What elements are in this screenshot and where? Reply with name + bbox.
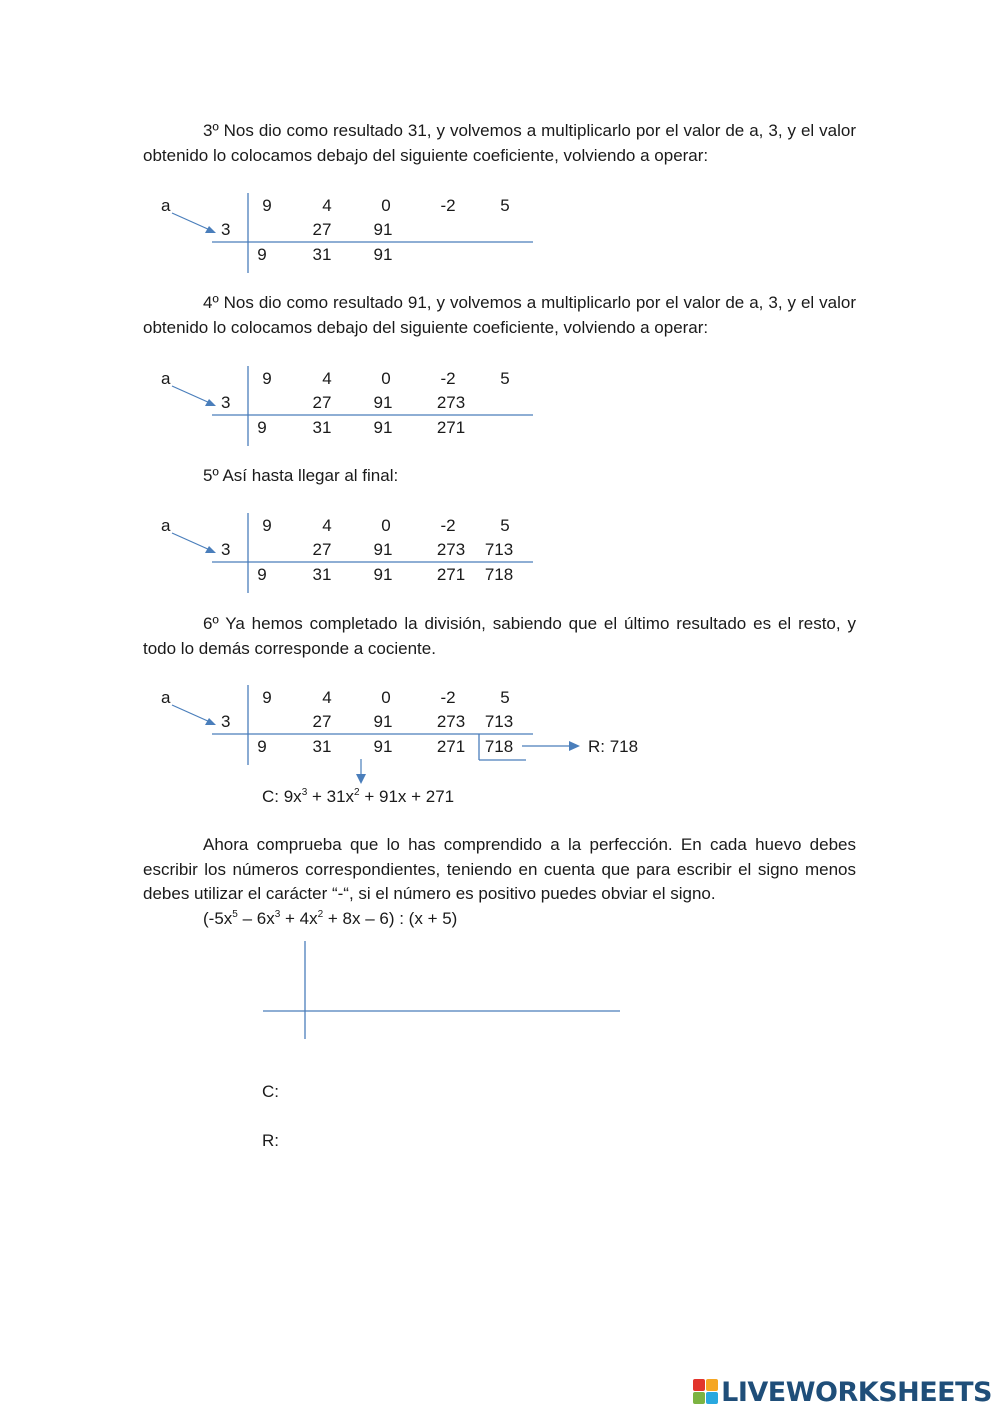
result-value: 91 <box>373 418 393 437</box>
product-value: 273 <box>436 712 466 731</box>
exercise-expression: $(-5x^5 - 6x^3 + 4x^2 + 8x - 6)$ : (x + 5) <box>203 909 458 928</box>
variable-label: a <box>161 516 171 535</box>
exercise-grid-lines <box>255 935 635 1045</box>
ruffini-lines <box>150 193 690 303</box>
result-value: 9 <box>257 737 267 756</box>
variable-label: a <box>161 369 171 388</box>
product-value: 91 <box>373 540 393 559</box>
result-value: 31 <box>312 737 332 756</box>
remainder-value: 718 <box>484 737 514 756</box>
product-value: 91 <box>373 712 393 731</box>
exercise-ruffini-grid <box>255 935 635 1050</box>
result-value: 271 <box>436 565 466 584</box>
coefficient: 4 <box>322 688 332 707</box>
result-value: 91 <box>373 737 393 756</box>
step-4-text: 4º Nos dio como resultado 91, y volvemos a multiplicarlo por el valor de a, 3, y el valor obtenido lo colocamos debajo del siguiente coeficiente, volviendo a operar: <box>143 293 856 337</box>
ruffini-lines <box>150 513 690 623</box>
product-value: 713 <box>484 712 514 731</box>
remainder-answer-label: R: <box>262 1131 279 1150</box>
product-value: 27 <box>312 712 332 731</box>
quotient-label: C: $9x^3 + 31x^2 + 91x + 271$ <box>262 787 455 806</box>
variable-label: a <box>161 688 171 707</box>
result-value: 31 <box>312 245 332 264</box>
coefficient: 5 <box>500 516 510 535</box>
root-value: 3 <box>221 540 231 559</box>
ruffini-table-step-6 <box>150 685 690 806</box>
coefficient: -2 <box>440 688 456 707</box>
ruffini-table-step-5 <box>150 513 690 623</box>
result-value: 91 <box>373 245 393 264</box>
coefficient: 0 <box>381 369 391 388</box>
root-value: 3 <box>221 220 231 239</box>
ruffini-lines <box>150 366 690 476</box>
coefficient: 9 <box>262 516 272 535</box>
root-value: 3 <box>221 712 231 731</box>
result-value: 9 <box>257 245 267 264</box>
step-3-text: 3º Nos dio como resultado 31, y volvemos a multiplicarlo por el valor de a, 3, y el valor obtenido lo colocamos debajo del siguiente coeficiente, volviendo a operar: <box>143 121 856 165</box>
exercise-intro: Ahora comprueba que lo has comprendido a la perfección. En cada huevo debes escribir los números correspondientes, teniendo en cuenta que para escribir el signo menos debes utilizar el carácter “-“, si el número es positivo puedes obviar el signo. <box>143 835 856 903</box>
coefficient: 4 <box>322 369 332 388</box>
logo-blocks-icon <box>693 1379 719 1405</box>
product-value: 91 <box>373 393 393 412</box>
ruffini-table-step-3 <box>150 193 690 303</box>
coefficient: 0 <box>381 196 391 215</box>
result-value: 271 <box>436 418 466 437</box>
coefficient: -2 <box>440 516 456 535</box>
coefficient: 4 <box>322 516 332 535</box>
product-value: 273 <box>436 540 466 559</box>
coefficient: 9 <box>262 688 272 707</box>
coefficient: 0 <box>381 516 391 535</box>
product-value: 27 <box>312 540 332 559</box>
product-value: 27 <box>312 393 332 412</box>
product-value: 273 <box>436 393 466 412</box>
variable-label: a <box>161 196 171 215</box>
result-value: 31 <box>312 565 332 584</box>
result-value: 9 <box>257 565 267 584</box>
quotient-answer-label: C: <box>262 1082 279 1101</box>
liveworksheets-logo <box>693 1375 992 1409</box>
coefficient: 5 <box>500 688 510 707</box>
ruffini-table-step-4 <box>150 366 690 476</box>
coefficient: 4 <box>322 196 332 215</box>
brand-name: LIVEWORKSHEETS <box>721 1376 992 1408</box>
step-6-text: 6º Ya hemos completado la división, sabiendo que el último resultado es el resto, y todo lo demás corresponde a cociente. <box>143 614 856 658</box>
coefficient: 0 <box>381 688 391 707</box>
product-value: 713 <box>484 540 514 559</box>
result-value: 31 <box>312 418 332 437</box>
coefficient: 5 <box>500 369 510 388</box>
result-value: 9 <box>257 418 267 437</box>
coefficient: -2 <box>440 196 456 215</box>
step-5-text: 5º Así hasta llegar al final: <box>203 466 399 485</box>
product-value: 27 <box>312 220 332 239</box>
result-value: 91 <box>373 565 393 584</box>
remainder-label: R: 718 <box>588 737 639 756</box>
result-value: 271 <box>436 737 466 756</box>
result-value: 718 <box>484 565 514 584</box>
coefficient: 5 <box>500 196 510 215</box>
coefficient: 9 <box>262 196 272 215</box>
root-value: 3 <box>221 393 231 412</box>
product-value: 91 <box>373 220 393 239</box>
coefficient: 9 <box>262 369 272 388</box>
coefficient: -2 <box>440 369 456 388</box>
